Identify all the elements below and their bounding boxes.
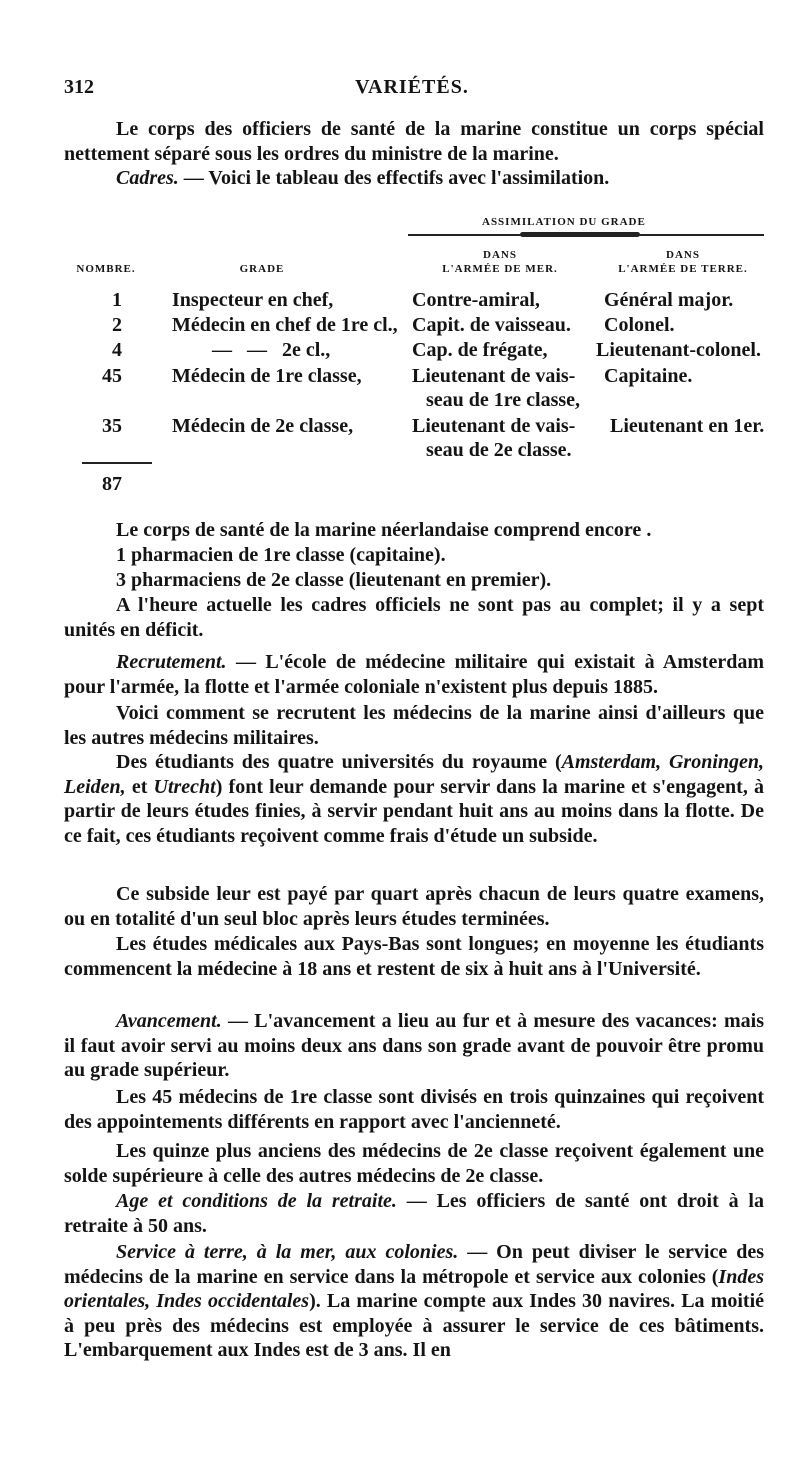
table-row-5-mer-cont: seau de 2e classe. bbox=[426, 439, 572, 461]
running-title: VARIÉTÉS. bbox=[355, 76, 469, 98]
table-row-1-nombre: 1 bbox=[112, 289, 122, 311]
col-header-terre bbox=[598, 248, 768, 276]
retraite-text: — Les officiers de santé ont droit à la retraite à 50 ans. bbox=[64, 1190, 764, 1237]
page-number: 312 bbox=[64, 76, 94, 98]
table-row-1-mer: Contre-amiral, bbox=[412, 289, 540, 311]
col-header-terre-bottom: L'ARMÉE DE TERRE. bbox=[618, 263, 748, 275]
table-row-3-mer: Cap. de frégate, bbox=[412, 339, 548, 361]
table-row-2-nombre: 2 bbox=[112, 314, 122, 336]
table-row-5-nombre: 35 bbox=[102, 415, 122, 437]
table-row-3-nombre: 4 bbox=[112, 339, 122, 361]
table-row-4-nombre: 45 bbox=[102, 365, 122, 387]
avancement-text: — L'avancement a lieu au fur et à mesure des vacances: mais il faut avoir servi au moins deux ans dans son grade avant de pouvoir être promu au grade supérieur. bbox=[64, 1010, 764, 1081]
cadres-text: — Voici le tableau des effectifs avec l'assimilation. bbox=[178, 167, 610, 189]
table-row-5-terre: Lieutenant en 1er. bbox=[610, 415, 765, 437]
etudiants-utrecht: Utrecht bbox=[153, 775, 216, 798]
table-total: 87 bbox=[102, 473, 122, 495]
table-row-1-grade: Inspecteur en chef, bbox=[172, 289, 334, 311]
paragraph-quinze: Les quinze plus anciens des médecins de 2e classe reçoivent également une solde supérieure à celle des autres médecins de 2e classe. bbox=[64, 1140, 764, 1187]
table-row-3-grade: — — 2e cl., bbox=[212, 339, 331, 361]
paragraph-etudiants bbox=[64, 750, 764, 848]
col-header-nombre: NOMBRE. bbox=[76, 263, 136, 275]
table-row-3-terre: Lieutenant-colonel. bbox=[596, 339, 761, 361]
table-row-2-grade: Médecin en chef de 1re cl., bbox=[172, 314, 398, 336]
service-indes: Indes orientales, Indes occidentales bbox=[64, 1265, 764, 1312]
table-row-5-mer: Lieutenant de vais- bbox=[412, 415, 576, 437]
intro-paragraph: Le corps des officiers de santé de la marine constitue un corps spécial nettement séparé sous les ordres du ministre de la marine. bbox=[64, 118, 764, 165]
col-header-mer bbox=[410, 248, 590, 276]
total-rule bbox=[82, 462, 152, 464]
retraite-label: Age et conditions de la retraite. bbox=[116, 1190, 397, 1212]
service-text-a: — On peut diviser le service des médecins de la marine en service dans la métropole et service aux colonies ( bbox=[64, 1241, 764, 1288]
avancement-label: Avancement. bbox=[116, 1010, 222, 1032]
etudiants-text-c: ) font leur demande pour servir dans la marine et s'engagent, à partir de leurs études finies, à servir pendant huit ans au moins dans la flotte. De ce fait, ces étudiants reçoivent comme frais d'étude un subside. bbox=[64, 775, 764, 847]
table-row-1-terre: Général major. bbox=[604, 289, 734, 311]
cadres-paragraph bbox=[64, 166, 764, 191]
paragraph-pharmacien-1: 1 pharmacien de 1re classe (capitaine). bbox=[116, 544, 446, 566]
etudiants-text-b: et bbox=[125, 775, 154, 798]
paragraph-avancement bbox=[64, 1009, 764, 1083]
paragraph-etudes: Les études médicales aux Pays-Bas sont longues; en moyenne les étudiants commencent la médecine à 18 ans et restent de six à huit ans à l'Université. bbox=[64, 933, 764, 980]
etudiants-text-a: Des étudiants des quatre universités du royaume ( bbox=[116, 751, 562, 773]
paragraph-recrutement bbox=[64, 650, 764, 699]
paragraph-retraite bbox=[64, 1189, 764, 1238]
page-header bbox=[64, 76, 760, 110]
col-header-mer-top: DANS bbox=[483, 249, 517, 261]
table-row-4-terre: Capitaine. bbox=[604, 365, 693, 387]
table-row-4-grade: Médecin de 1re classe, bbox=[172, 365, 362, 387]
cadres-label: Cadres. bbox=[116, 167, 179, 189]
table-row-4-mer: Lieutenant de vais- bbox=[412, 365, 576, 387]
table-row-4-mer-cont: seau de 1re classe, bbox=[426, 389, 581, 411]
assimilation-rule-accent bbox=[520, 232, 640, 237]
assimilation-header: ASSIMILATION DU GRADE bbox=[482, 216, 646, 228]
paragraph-voici: Voici comment se recrutent les médecins de la marine ainsi d'ailleurs que les autres médecins militaires. bbox=[64, 702, 764, 749]
table-row-2-mer: Capit. de vaisseau. bbox=[412, 314, 571, 336]
table-row-2-terre: Colonel. bbox=[604, 314, 675, 336]
service-label: Service à terre, à la mer, aux colonies. bbox=[116, 1241, 459, 1263]
paragraph-45-medecins: Les 45 médecins de 1re classe sont divisés en trois quinzaines qui reçoivent des appointements différents en rapport avec l'ancienneté. bbox=[64, 1086, 764, 1133]
paragraph-subside: Ce subside leur est payé par quart après chacun de leurs quatre examens, ou en totalité d'un seul bloc après leurs études terminées. bbox=[64, 883, 764, 930]
paragraph-corps-sante: Le corps de santé de la marine néerlandaise comprend encore . bbox=[116, 519, 652, 541]
recrutement-label: Recrutement. bbox=[116, 651, 227, 673]
col-header-terre-top: DANS bbox=[666, 249, 700, 261]
paragraph-pharmacien-2: 3 pharmaciens de 2e classe (lieutenant en premier). bbox=[116, 569, 552, 591]
paragraph-service bbox=[64, 1240, 764, 1363]
paragraph-cadres-deficit: A l'heure actuelle les cadres officiels ne sont pas au complet; il y a sept unités en déficit. bbox=[64, 594, 764, 641]
service-text-b: ). La marine compte aux Indes 30 navires. La moitié à peu près des médecins est employée à assurer le service de ces bâtiments. L'embarquement aux Indes est de 3 ans. Il en bbox=[64, 1290, 765, 1361]
table-row-5-grade: Médecin de 2e classe, bbox=[172, 415, 354, 437]
recrutement-text: — L'école de médecine militaire qui existait à Amsterdam pour l'armée, la flotte et l'armée coloniale n'existent plus depuis 1885. bbox=[64, 651, 764, 698]
etudiants-cities: Amsterdam, Groningen, Leiden, bbox=[64, 751, 764, 798]
col-header-grade: GRADE bbox=[239, 263, 285, 275]
col-header-mer-bottom: L'ARMÉE DE MER. bbox=[442, 263, 558, 275]
